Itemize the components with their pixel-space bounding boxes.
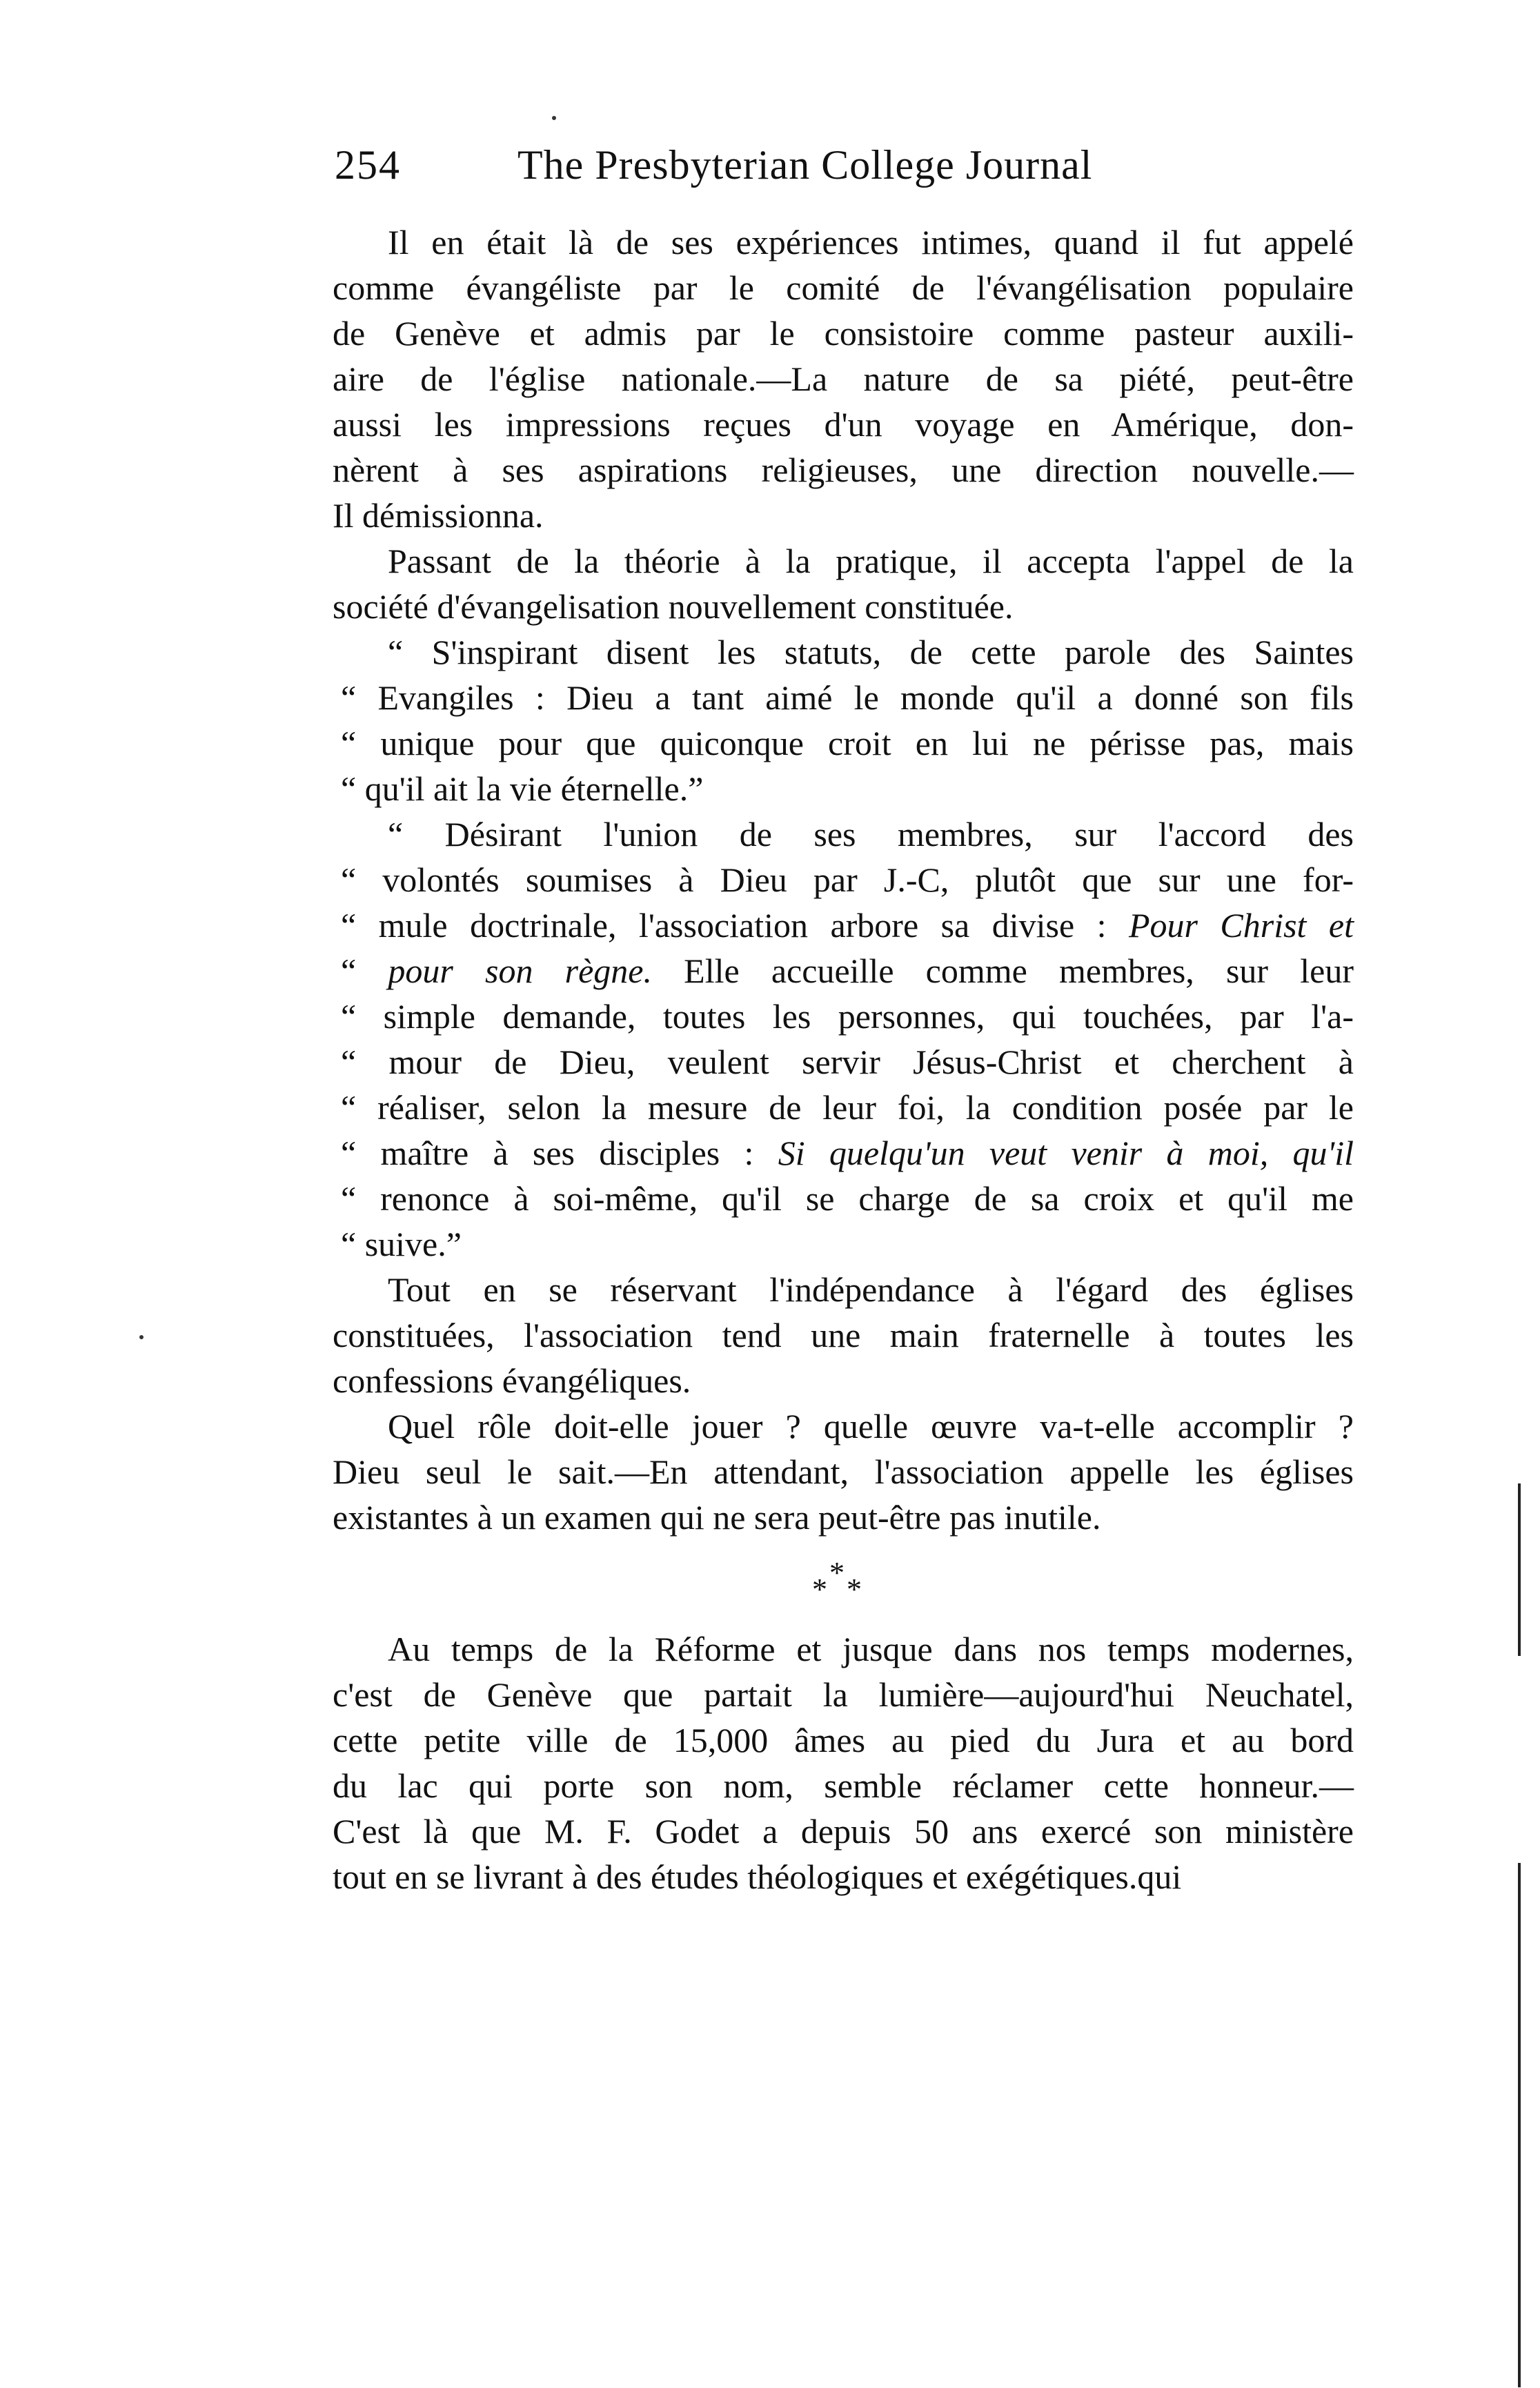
asterism-star: * [847,1572,862,1606]
text-line: Au temps de la Réforme et jusque dans nos temps modernes, [388,1630,1354,1668]
stray-dot [139,1335,144,1339]
italic-phrase: Pour Christ et [1128,906,1354,945]
text-line: Tout en se réservant l'indépendance à l'égard des églises [388,1270,1354,1309]
text-line: “ maître à ses disciples : Si quelqu'un veut venir à moi, qu'il [341,1134,1354,1172]
text-line: aussi les impressions reçues d'un voyage en Amérique, don- [333,405,1354,444]
text-line: aire de l'église nationale.—La nature de sa piété, peut-être [333,359,1354,398]
text-line: de Genève et admis par le consistoire comme pasteur auxili- [333,314,1354,353]
text-line: “ mule doctrinale, l'association arbore sa divise : Pour Christ et [341,906,1354,945]
text-line: “ pour son règne. Elle accueille comme membres, sur leur [341,951,1354,990]
italic-phrase: pour son règne. [388,951,652,990]
running-title: The Presbyterian College Journal [517,142,1093,188]
text-line: “ S'inspirant disent les statuts, de cette parole des Saintes [388,633,1354,671]
text-line: “ simple demande, toutes les personnes, qui touchées, par l'a- [341,997,1354,1036]
text-line: “ Désirant l'union de ses membres, sur l'accord des [388,815,1354,853]
text-line: “ mour de Dieu, veulent servir Jésus-Christ et cherchent à [341,1043,1354,1081]
text-line: “ volontés soumises à Dieu par J.-C, plutôt que sur une for- [341,860,1354,899]
asterism [333,1540,1354,1626]
text-line: Quel rôle doit-elle jouer ? quelle œuvre va-t-elle accomplir ? [388,1407,1354,1445]
margin-rule [1518,1483,1521,1656]
text-line: “ suive.” [341,1225,462,1263]
text-line: Passant de la théorie à la pratique, il accepta l'appel de la [388,542,1354,580]
text-line: comme évangéliste par le comité de l'évangélisation populaire [333,268,1354,307]
body-text [333,219,1354,1899]
asterism-star: * [812,1572,827,1606]
text-line: “ Evangiles : Dieu a tant aimé le monde qu'il a donné son fils [341,678,1354,717]
text-line: nèrent à ses aspirations religieuses, une direction nouvelle.— [333,451,1354,489]
text-line: Il en était là de ses expériences intimes, quand il fut appelé [388,223,1354,262]
text-line: Dieu seul le sait.—En attendant, l'association appelle les églises [333,1452,1354,1491]
stray-dot [552,116,556,120]
text-line: “ renonce à soi-même, qu'il se charge de sa croix et qu'il me [341,1179,1354,1218]
text-line: “ réaliser, selon la mesure de leur foi, la condition posée par le [341,1088,1354,1127]
italic-phrase: Si quelqu'un veut venir à moi, qu'il [778,1134,1354,1172]
asterism-star: * [829,1556,845,1590]
text-line: confessions évangéliques. [333,1361,691,1400]
text-line: c'est de Genève que partait la lumière—aujourd'hui Neuchatel, [333,1675,1354,1714]
text-line: constituées, l'association tend une main fraternelle à toutes les [333,1316,1354,1354]
text-line: tout en se livrant à des études théologiques et exégétiques.qui [333,1857,1182,1896]
text-line: du lac qui porte son nom, semble réclamer cette honneur.— [333,1766,1354,1805]
page-header [335,141,1263,210]
text-line: “ qu'il ait la vie éternelle.” [341,769,704,808]
text-line: C'est là que M. F. Godet a depuis 50 ans exercé son ministère [333,1812,1354,1851]
margin-rule [1518,1863,1521,2387]
text-line: existantes à un examen qui ne sera peut-être pas inutile. [333,1498,1101,1537]
text-line: “ unique pour que quiconque croit en lui ne périsse pas, mais [341,724,1354,762]
text-line: Il démissionna. [333,496,544,535]
page-number: 254 [335,142,401,188]
text-line: société d'évangelisation nouvellement constituée. [333,587,1014,626]
text-line: cette petite ville de 15,000 âmes au pied du Jura et au bord [333,1721,1354,1759]
